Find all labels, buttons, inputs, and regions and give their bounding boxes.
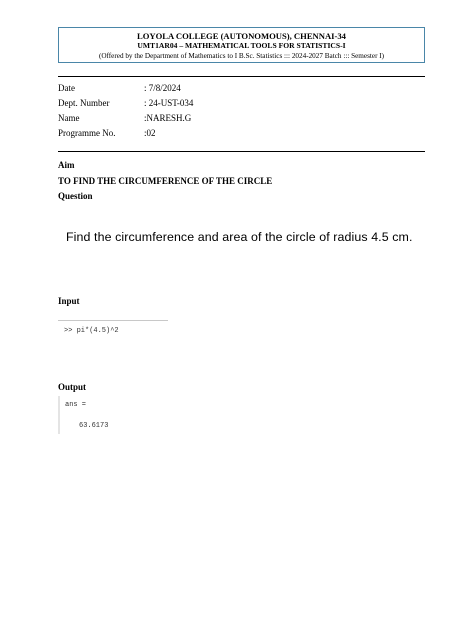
output-ans-value: 63.6173: [79, 422, 109, 430]
input-code: >> pi*(4.5)^2: [64, 327, 119, 335]
dept-label: Dept. Number: [58, 98, 110, 108]
output-bar: [58, 396, 60, 434]
offered-by-note: (Offered by the Department of Mathematics to I B.Sc. Statistics ::: 2024-2027 Batch ::: Semester I): [98, 52, 385, 60]
date-value: : 7/8/2024: [144, 83, 181, 93]
top-divider: [58, 76, 425, 77]
aim-heading: Aim: [58, 160, 75, 170]
name-value: :NARESH.G: [144, 113, 192, 123]
date-label: Date: [58, 83, 75, 93]
programme-value: :02: [144, 128, 156, 138]
course-title: UMT1AR04 – MATHEMATICAL TOOLS FOR STATISTICS-I: [137, 41, 346, 50]
question-heading: Question: [58, 191, 93, 201]
output-heading: Output: [58, 382, 87, 392]
programme-label: Programme No.: [58, 128, 116, 138]
input-heading: Input: [58, 296, 80, 306]
output-ans-label: ans =: [65, 401, 87, 409]
college-name: LOYOLA COLLEGE (AUTONOMOUS), CHENNAI-34: [137, 31, 346, 41]
name-label: Name: [58, 113, 80, 123]
aim-text: TO FIND THE CIRCUMFERENCE OF THE CIRCLE: [58, 176, 273, 186]
input-code-box: [58, 320, 168, 341]
question-text: Find the circumference and area of the circle of radius 4.5 cm.: [66, 230, 413, 244]
bottom-divider: [58, 151, 425, 152]
dept-value: : 24-UST-034: [144, 98, 194, 108]
document-header: [58, 27, 425, 63]
